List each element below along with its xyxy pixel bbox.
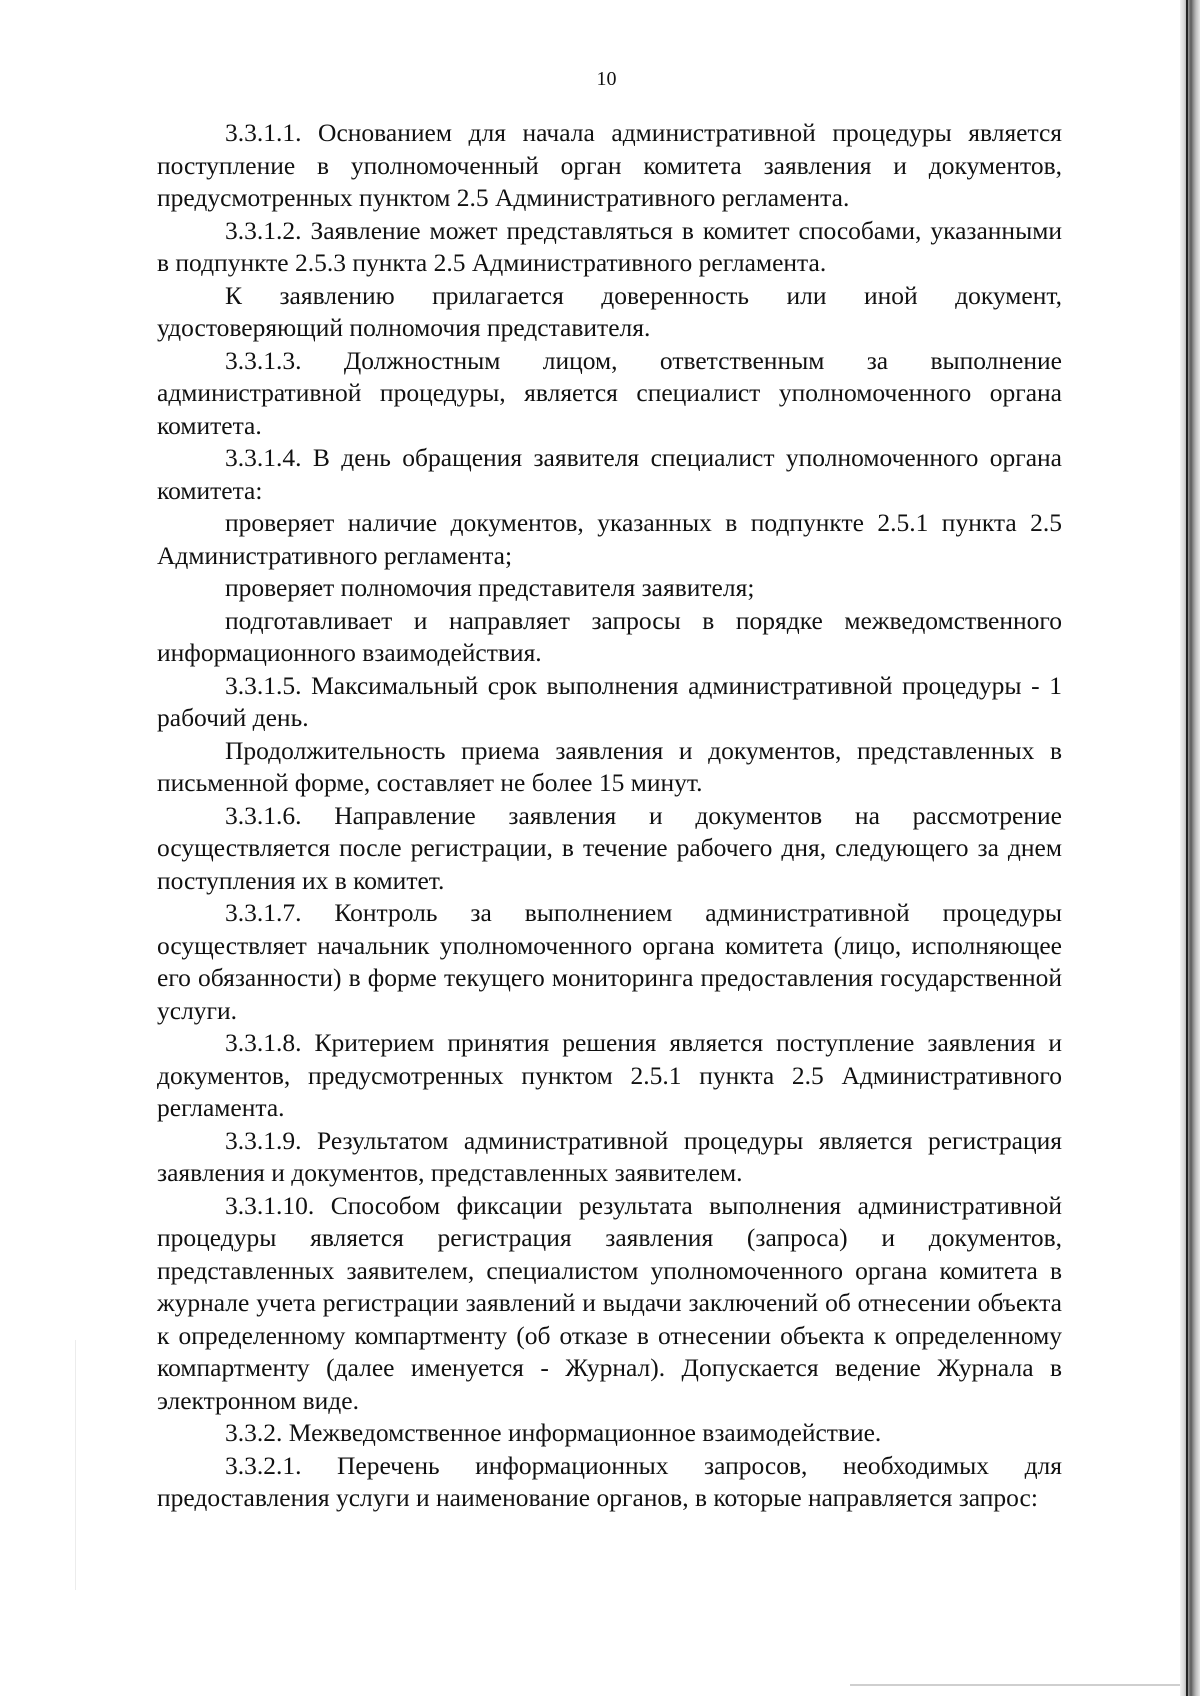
scan-binding-line: [1186, 0, 1188, 1696]
paragraph-3-3-2-1: 3.3.2.1. Перечень информационных запросов, необходимых для предоставления услуги и наименование органов, в которые направляется запрос:: [157, 1450, 1062, 1512]
paragraph-sends-requests: подготавливает и направляет запросы в порядке межведомственного информационного взаимодействия.: [157, 605, 1062, 667]
paragraph-checks-authority: проверяет полномочия представителя заявителя;: [225, 573, 755, 602]
paragraph-3-3-2: 3.3.2. Межведомственное информационное взаимодействие.: [225, 1418, 882, 1447]
scan-footer-artifact: [850, 1684, 1180, 1686]
document-body: [157, 117, 1062, 1515]
paragraph-3-3-1-3: 3.3.1.3. Должностным лицом, ответственным за выполнение административной процедуры, является специалист уполномоченного органа комитета.: [157, 345, 1062, 440]
paragraph-3-3-1-7: 3.3.1.7. Контроль за выполнением административной процедуры осуществляет начальник уполномоченного органа комитета (лицо, исполняющее его обязанности) в форме текущего мониторинга предоставления государственной услуги.: [157, 898, 1062, 1025]
paragraph-3-3-1-5: 3.3.1.5. Максимальный срок выполнения административной процедуры - 1 рабочий день.: [157, 670, 1062, 732]
paragraph-3-3-1-10: 3.3.1.10. Способом фиксации результата выполнения административной процедуры является регистрация заявления (запроса) и документов, представленных заявителем, специалистом уполномоченного органа комитета в журнале учета регистрации заявлений и выдачи заключений об отнесении объекта к определенному компартменту (об отказе в отнесении объекта к определенному компартменту (далее именуется - Журнал). Допускается ведение Журнала в электронном виде.: [157, 1190, 1062, 1415]
paragraph-3-3-1-9: 3.3.1.9. Результатом административной процедуры является регистрация заявления и документов, представленных заявителем.: [157, 1125, 1062, 1187]
paragraph-checks-documents: проверяет наличие документов, указанных в подпункте 2.5.1 пункта 2.5 Административного регламента;: [157, 508, 1062, 570]
paragraph-3-3-1-4: 3.3.1.4. В день обращения заявителя специалист уполномоченного органа комитета:: [157, 443, 1062, 505]
scan-margin-artifact: [75, 1340, 76, 1590]
scan-binding-edge: [1180, 0, 1200, 1696]
paragraph-3-3-1-2: 3.3.1.2. Заявление может представляться в комитет способами, указанными в подпункте 2.5.3 пункта 2.5 Административного регламента.: [157, 215, 1062, 277]
paragraph-duration: Продолжительность приема заявления и документов, представленных в письменной форме, составляет не более 15 минут.: [157, 735, 1062, 797]
page-number: 10: [596, 68, 617, 90]
paragraph-3-3-1-1: 3.3.1.1. Основанием для начала административной процедуры является поступление в уполномоченный орган комитета заявления и документов, предусмотренных пунктом 2.5 Административного регламента.: [157, 118, 1062, 212]
paragraph-attachment: К заявлению прилагается доверенность или иной документ, удостоверяющий полномочия представителя.: [157, 280, 1062, 342]
paragraph-3-3-1-8: 3.3.1.8. Критерием принятия решения является поступление заявления и документов, предусмотренных пунктом 2.5.1 пункта 2.5 Административного регламента.: [157, 1028, 1062, 1122]
paragraph-3-3-1-6: 3.3.1.6. Направление заявления и документов на рассмотрение осуществляется после регистрации, в течение рабочего дня, следующего за днем поступления их в комитет.: [157, 800, 1062, 895]
